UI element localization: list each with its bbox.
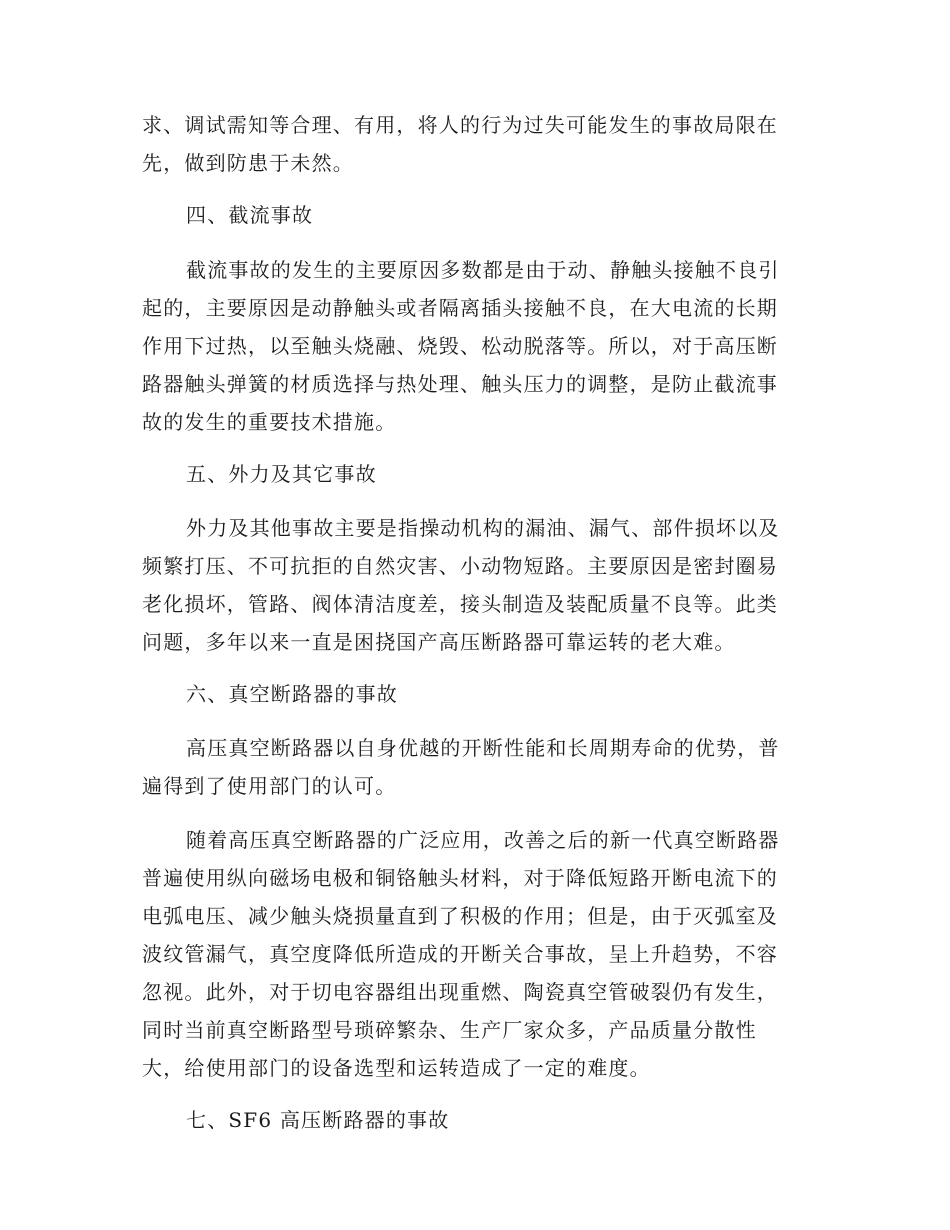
section-heading: 四、截流事故 [186,203,314,227]
text-line: 电弧电压、减少触头烧损量直到了积极的作用；但是，由于灭弧室及 [142,904,778,928]
text-line: 先，做到防患于未然。 [142,151,354,175]
text-line: 问题，多年以来一直是困挠国产高压断路器可靠运转的老大难。 [142,630,736,654]
text-line: 忽视。此外，对于切电容器组出现重燃、陶瓷真空管破裂仍有发生， [142,980,778,1004]
section-heading: 五、外力及其它事故 [186,462,377,486]
section-heading: 六、真空断路器的事故 [186,682,398,706]
text-line: 大，给使用部门的设备选型和运转造成了一定的难度。 [142,1056,651,1080]
text-line: 波纹管漏气，真空度降低所造成的开断关合事故，呈上升趋势，不容 [142,942,778,966]
text-line: 截流事故的发生的主要原因多数都是由于动、静触头接触不良引 [186,258,780,282]
text-line: 普遍使用纵向磁场电极和铜铬触头材料，对于降低短路开断电流下的 [142,866,778,890]
section-heading: 七、SF6 高压断路器的事故 [186,1108,450,1132]
text-line: 老化损坏，管路、阀体清洁度差，接头制造及装配质量不良等。此类 [142,592,778,616]
text-line: 同时当前真空断路型号琐碎繁杂、生产厂家众多，产品质量分散性 [142,1018,757,1042]
text-line: 外力及其他事故主要是指操动机构的漏油、漏气、部件损坏以及 [186,516,780,540]
text-line: 作用下过热，以至触头烧融、烧毁、松动脱落等。所以，对于高压断 [142,334,778,358]
text-line: 遍得到了使用部门的认可。 [142,774,397,798]
text-line: 路器触头弹簧的材质选择与热处理、触头压力的调整，是防止截流事 [142,372,778,396]
text-line: 起的，主要原因是动静触头或者隔离插头接触不良，在大电流的长期 [142,296,778,320]
text-line: 求、调试需知等合理、有用，将人的行为过失可能发生的事故局限在 [142,113,778,137]
text-line: 随着高压真空断路器的广泛应用，改善之后的新一代真空断路器 [186,828,780,852]
text-line: 高压真空断路器以自身优越的开断性能和长周期寿命的优势，普 [186,736,780,760]
text-line: 频繁打压、不可抗拒的自然灾害、小动物短路。主要原因是密封圈易 [142,554,778,578]
text-line: 故的发生的重要技术措施。 [142,410,397,434]
